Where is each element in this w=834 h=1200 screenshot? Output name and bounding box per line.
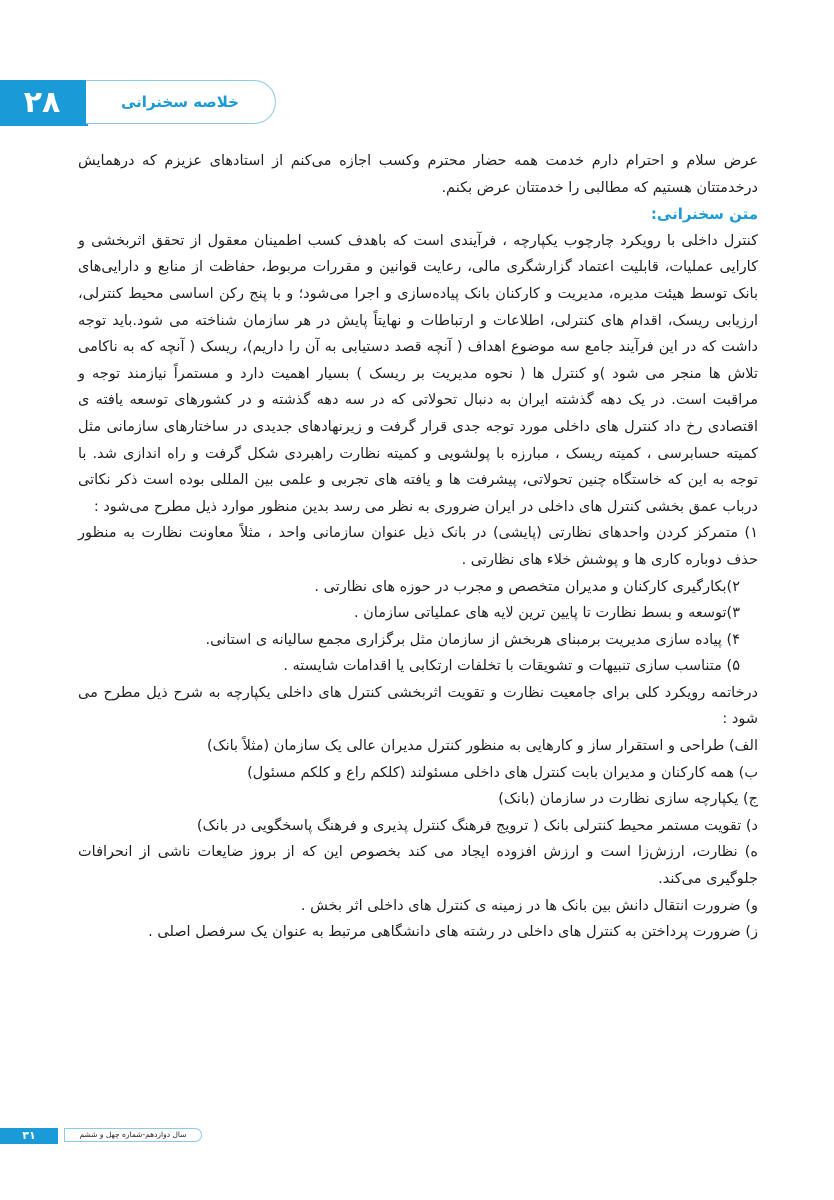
conclusion-paragraph: درخاتمه رویکرد کلی برای جامعیت نظارت و تقویت اثربخشی کنترل های داخلی یکپارچه به شرح ذیل مطرح می شود : bbox=[78, 684, 758, 728]
intro-paragraph: عرض سلام و احترام دارم خدمت همه حضار محترم وکسب اجازه می‌کنم از استادهای عزیزم که درهمایش درخدمتتان هستیم که مطالبی را خدمتتان عرض بکنم. bbox=[78, 153, 758, 196]
lettered-item: و) ضرورت انتقال دانش بین بانک ها در زمینه ی کنترل های داخلی اثر بخش . bbox=[300, 897, 758, 914]
lettered-item: ز) ضرورت پرداختن به کنترل های داخلی در رشته های دانشگاهی مرتبط به عنوان یک سرفصل اصلی . bbox=[148, 924, 758, 941]
numbered-item: ۲)بکارگیری کارکنان و مدیران متخصص و مجرب در حوزه های نظارتی . bbox=[314, 578, 740, 595]
main-paragraph: کنترل داخلی با رویکرد چارچوب یکپارچه ، فرآیندی است که باهدف کسب اطمینان معقول از تحقق اثربخشی و کارایی عملیات، قابلیت اعتماد گزارشگری مالی، رعایت قوانین و مقررات مربوط، حفاظت از منابع و دارایی‌های بانک توسط هیئت مدیره، مدیریت و کارکنان بانک پیاده‌سازی و اجرا می‌شود؛ و با پنج رکن اساسی محیط کنترلی، ارزیابی ریسک، اقدام های کنترلی، اطلاعات و ارتباطات و نهایتاً پایش در هر سازمان شناخته می شود.باید توجه داشت که در این فرآیند جامع سه موضوع اهداف ( آنچه قصد دستیابی به آن را داریم)، ریسک ( آنچه که به ناکامی تلاش ها منجر می شود )و کنترل ها ( نحوه مدیریت بر ریسک ) بسیار اهمیت دارد و مستمراً نیازمند توجه و مراقبت است. در یک دهه گذشته ایران به دنبال تحولاتی که در سه دهه گذشته و در کشورهای توسعه یافته ی اقتصادی رخ داد کنترل های داخلی مورد توجه جدی قرار گرفت و زیرنهادهای جدیدی در ساختارهای سازمانی مثل کمیته حسابرسی ، کمیته ریسک ، مبارزه با پولشویی و کمیته نظارت راهبردی شکل گرفت و راه اندازی شد. با توجه به این که خاستگاه چنین تحولاتی، پیشرفت ها و یافته های تجربی و علمی بین المللی بوده است ذکر نکاتی درباب عمق بخشی کنترل های داخلی در ایران ضروری به نظر می رسد بدین منظور موارد ذیل مطرح می‌شود : bbox=[78, 232, 758, 515]
speech-subtitle: متن سخنرانی: bbox=[650, 205, 758, 224]
numbered-item: ۴) پیاده سازی مدیریت برمبنای هربخش از سازمان مثل برگزاری مجمع سالیانه ی استانی. bbox=[205, 631, 740, 648]
header-page-number: ۲۸ bbox=[23, 85, 61, 120]
lettered-item: ه) نظارت، ارزش‌زا است و ارزش افزوده ایجاد می کند بخصوص این که از بروز ضایعات ناشی از انحرافات جلوگیری می‌کند. bbox=[78, 844, 758, 888]
numbered-item: ۵) متناسب سازی تنبیهات و تشویقات با تخلفات ارتکابی یا اقدامات شایسته . bbox=[283, 658, 740, 675]
lettered-item: الف) طراحی و استقرار ساز و کارهایی به منظور کنترل مدیران عالی یک سازمان (مثلاً بانک) bbox=[206, 738, 758, 755]
footer-page-number: ۳۱ bbox=[0, 1128, 58, 1144]
numbered-item: ۱) متمرکز کردن واحدهای نظارتی (پایشی) در بانک ذیل عنوان سازمانی واحد ، مثلاً معاونت نظارت به منظور حذف دوباره کاری ها و پوشش خلاء های نظارتی . bbox=[78, 525, 758, 568]
footer-issue-caption: سال دوازدهم-شماره چهل و ششم bbox=[64, 1128, 202, 1142]
article-body bbox=[78, 148, 758, 946]
section-title: خلاصه سخنرانی bbox=[121, 93, 239, 111]
lettered-item: د) تقویت مستمر محیط کنترلی بانک ( ترویج فرهنگ کنترل پذیری و فرهنگ پاسخگویی در بانک) bbox=[196, 817, 758, 834]
lettered-item: ب) همه کارکنان و مدیران بابت کنترل های داخلی مسئولند (کلکم راع و کلکم مسئول) bbox=[247, 764, 758, 781]
numbered-item: ۳)توسعه و بسط نظارت تا پایین ترین لایه های عملیاتی سازمان . bbox=[353, 605, 740, 622]
lettered-item: ج) یکپارچه سازی نظارت در سازمان (بانک) bbox=[498, 791, 758, 808]
